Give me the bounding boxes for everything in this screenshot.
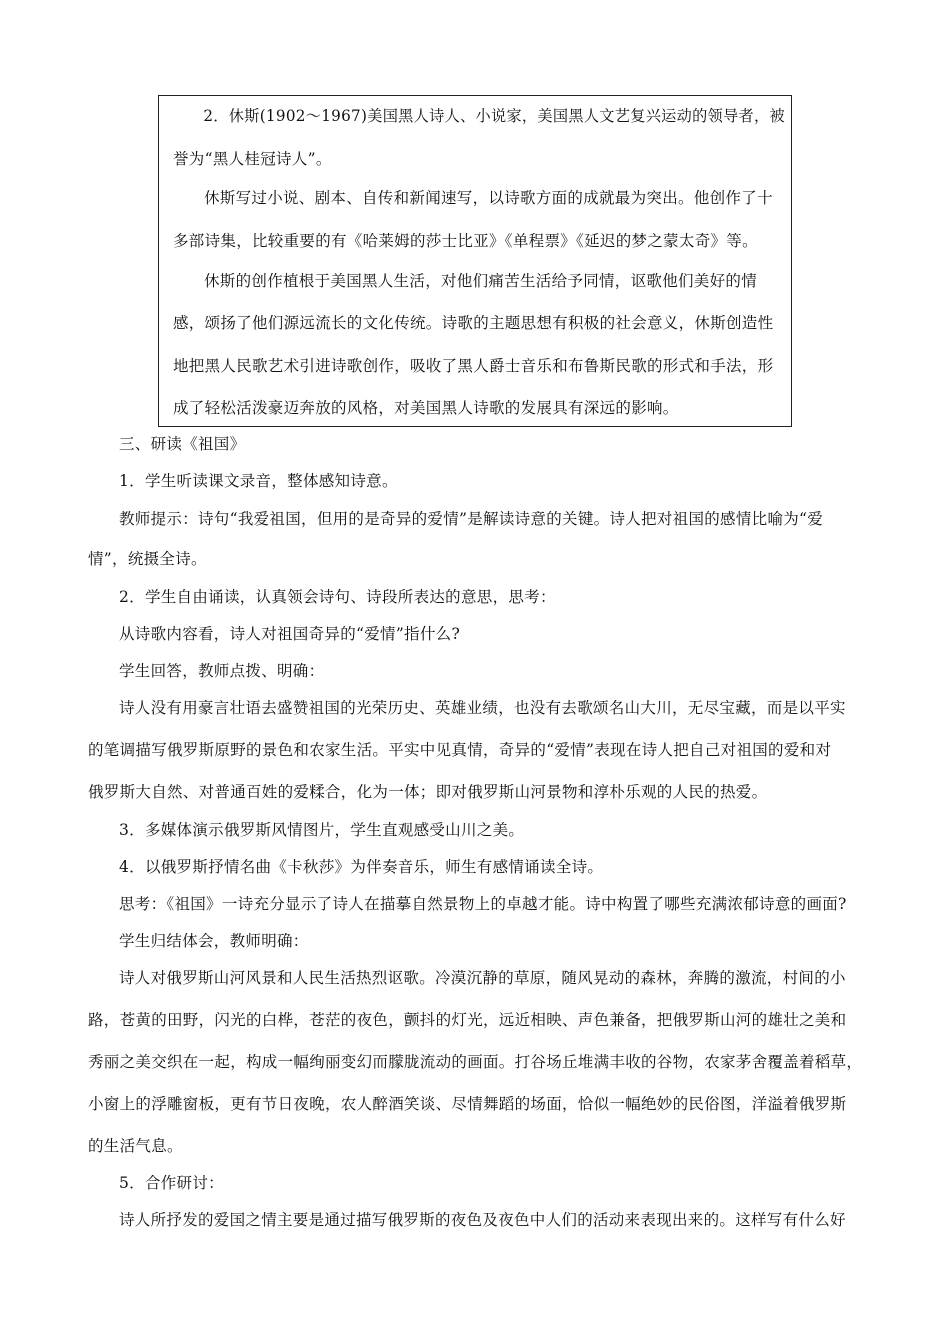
text-line: 1．学生听读课文录音，整体感知诗意。 — [119, 472, 398, 490]
text-line: 的生活气息。 — [88, 1137, 183, 1155]
text-line: 学生回答，教师点拨、明确： — [119, 662, 325, 680]
text-line: 教师提示：诗句“我爱祖国，但用的是奇异的爱情”是解读诗意的关键。诗人把对祖国的感情比喻为“爱 — [119, 510, 824, 528]
box-line: 2．休斯(1902～1967)美国黑人诗人、小说家，美国黑人文艺复兴运动的领导者，被 — [203, 107, 785, 125]
box-line: 休斯写过小说、剧本、自传和新闻速写，以诗歌方面的成就最为突出。他创作了十 — [204, 189, 773, 207]
text-line: 情”，统摄全诗。 — [88, 550, 207, 568]
text-line: 4．以俄罗斯抒情名曲《卡秋莎》为伴奏音乐，师生有感情诵读全诗。 — [119, 858, 604, 876]
text-line: 从诗歌内容看，诗人对祖国奇异的“爱情”指什么? — [119, 625, 461, 643]
text-line: 诗人没有用豪言壮语去盛赞祖国的光荣历史、英雄业绩，也没有去歌颂名山大川，无尽宝藏，而是以平实 — [119, 699, 846, 717]
text-line: 的笔调描写俄罗斯原野的景色和农家生活。平实中见真情，奇异的“爱情”表现在诗人把自己对祖国的爱和对 — [88, 741, 832, 759]
text-line: 小窗上的浮雕窗板，更有节日夜晚，农人醉酒笑谈、尽情舞蹈的场面，恰似一幅绝妙的民俗图，洋溢着俄罗斯 — [88, 1095, 847, 1113]
box-line: 成了轻松活泼豪迈奔放的风格，对美国黑人诗歌的发展具有深远的影响。 — [173, 399, 679, 417]
author-info-box — [158, 95, 792, 427]
box-line: 感，颂扬了他们源远流长的文化传统。诗歌的主题思想有积极的社会意义，休斯创造性 — [173, 314, 774, 332]
text-line: 路，苍黄的田野，闪光的白桦，苍茫的夜色，颤抖的灯光，远近相映、声色兼备，把俄罗斯山河的雄壮之美和 — [88, 1011, 847, 1029]
box-line: 誉为“黑人桂冠诗人”。 — [173, 150, 332, 168]
text-line: 学生归结体会，教师明确： — [119, 932, 309, 950]
section-heading: 三、研读《祖国》 — [119, 435, 246, 453]
text-line: 3．多媒体演示俄罗斯风情图片，学生直观感受山川之美。 — [119, 821, 525, 839]
text-line: 5．合作研讨： — [119, 1174, 224, 1192]
text-line: 秀丽之美交织在一起，构成一幅绚丽变幻而朦胧流动的画面。打谷场丘堆满丰收的谷物，农家茅舍覆盖着稻草， — [88, 1053, 863, 1071]
box-line: 多部诗集，比较重要的有《哈莱姆的莎士比亚》《单程票》《延迟的梦之蒙太奇》等。 — [173, 232, 758, 250]
text-line: 思考：《祖国》一诗充分显示了诗人在描摹自然景物上的卓越才能。诗中构置了哪些充满浓郁诗意的画面? — [119, 895, 847, 913]
box-line: 休斯的创作植根于美国黑人生活，对他们痛苦生活给予同情，讴歌他们美好的情 — [204, 272, 758, 290]
text-line: 俄罗斯大自然、对普通百姓的爱糅合，化为一体；即对俄罗斯山河景物和淳朴乐观的人民的热爱。 — [88, 783, 768, 801]
text-line: 诗人对俄罗斯山河风景和人民生活热烈讴歌。冷漠沉静的草原，随风晃动的森林，奔腾的激流，村间的小 — [119, 969, 846, 987]
text-line: 诗人所抒发的爱国之情主要是通过描写俄罗斯的夜色及夜色中人们的活动来表现出来的。这样写有什么好 — [119, 1211, 846, 1229]
text-line: 2．学生自由诵读，认真领会诗句、诗段所表达的意思，思考： — [119, 588, 556, 606]
box-line: 地把黑人民歌艺术引进诗歌创作，吸收了黑人爵士音乐和布鲁斯民歌的形式和手法，形 — [173, 357, 774, 375]
